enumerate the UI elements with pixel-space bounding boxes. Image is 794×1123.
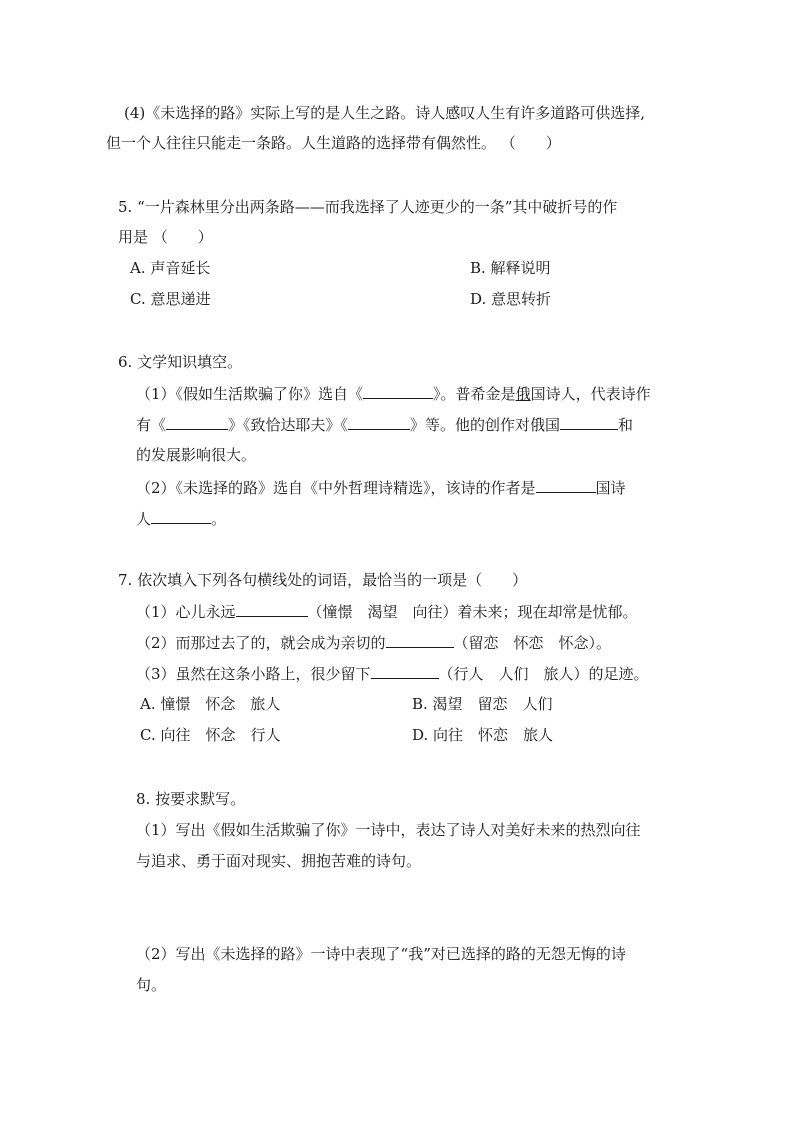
q4-line-2: 但一个人往往只能走一条路。人生道路的选择带有偶然性。 （ ） [106,134,561,152]
q5-option-b: B. 解释说明 [470,259,551,277]
q6-part1-line-3: 的发展影响很大。 [136,446,257,464]
q6-title: 6. 文学知识填空。 [118,353,243,371]
blank [236,600,308,617]
blank [560,413,618,430]
blank [151,507,211,524]
q8-part2-line-1: （2）写出《未选择的路》一诗中表现了“我”对已选择的路的无怨无悔的诗 [136,945,626,963]
q7-sentence-1: （1）心儿永远 （憧憬 渴望 向往）着未来；现在却常是忧郁。 [136,600,638,623]
q5-option-d: D. 意思转折 [470,290,552,308]
q7-option-b: B. 渴望 留恋 人们 [412,695,553,713]
q6-part1-line-1: （1）《假如生活欺骗了你》选自《 》。普希金是俄国诗人，代表诗作 [136,382,651,405]
q5-option-a: A. 声音延长 [130,259,211,277]
q5-stem-line-2: 用是 （ ） [118,228,213,246]
blank [363,382,433,399]
q8-part1-line-2: 与追求、勇于面对现实、拥抱苦难的诗句。 [136,852,422,870]
q8-part2-line-2: 句。 [136,976,167,994]
blank [348,413,410,430]
q7-sentence-2: （2）而那过去了的，就会成为亲切的 （留恋 怀恋 怀念）。 [136,631,611,654]
q4-line-1: (4)《未选择的路》实际上写的是人生之路。诗人感叹人生有许多道路可供选择, [124,104,646,122]
blank [371,662,439,679]
q6-part2-line-2: 人 。 [136,507,226,530]
q8-part1-line-1: （1）写出《假如生活欺骗了你》一诗中，表达了诗人对美好未来的热烈向往 [136,821,641,839]
q5-stem-line-1: 5. “一片森林里分出两条路——而我选择了人迹更少的一条”其中破折号的作 [118,198,618,216]
q5-option-c: C. 意思递进 [130,290,211,308]
q7-option-c: C. 向往 怀念 行人 [140,726,281,744]
q7-option-d: D. 向往 怀恋 旅人 [412,726,554,744]
q8-title: 8. 按要求默写。 [136,790,246,808]
q7-option-a: A. 憧憬 怀念 旅人 [140,695,281,713]
q6-part2-line-1: （2）《未选择的路》选自《中外哲理诗精选》，该诗的作者是 国诗 [136,476,626,499]
blank [536,476,596,493]
q7-sentence-3: （3）虽然在这条小路上，很少留下 （行人 人们 旅人）的足迹。 [136,662,649,685]
q7-title: 7. 依次填入下列各句横线处的词语，最恰当的一项是（ ） [118,571,528,589]
blank [386,631,454,648]
blank [166,413,228,430]
q6-part1-line-2: 有《 》《致恰达耶夫》《 》等。他的创作对俄国 和 [136,413,633,436]
